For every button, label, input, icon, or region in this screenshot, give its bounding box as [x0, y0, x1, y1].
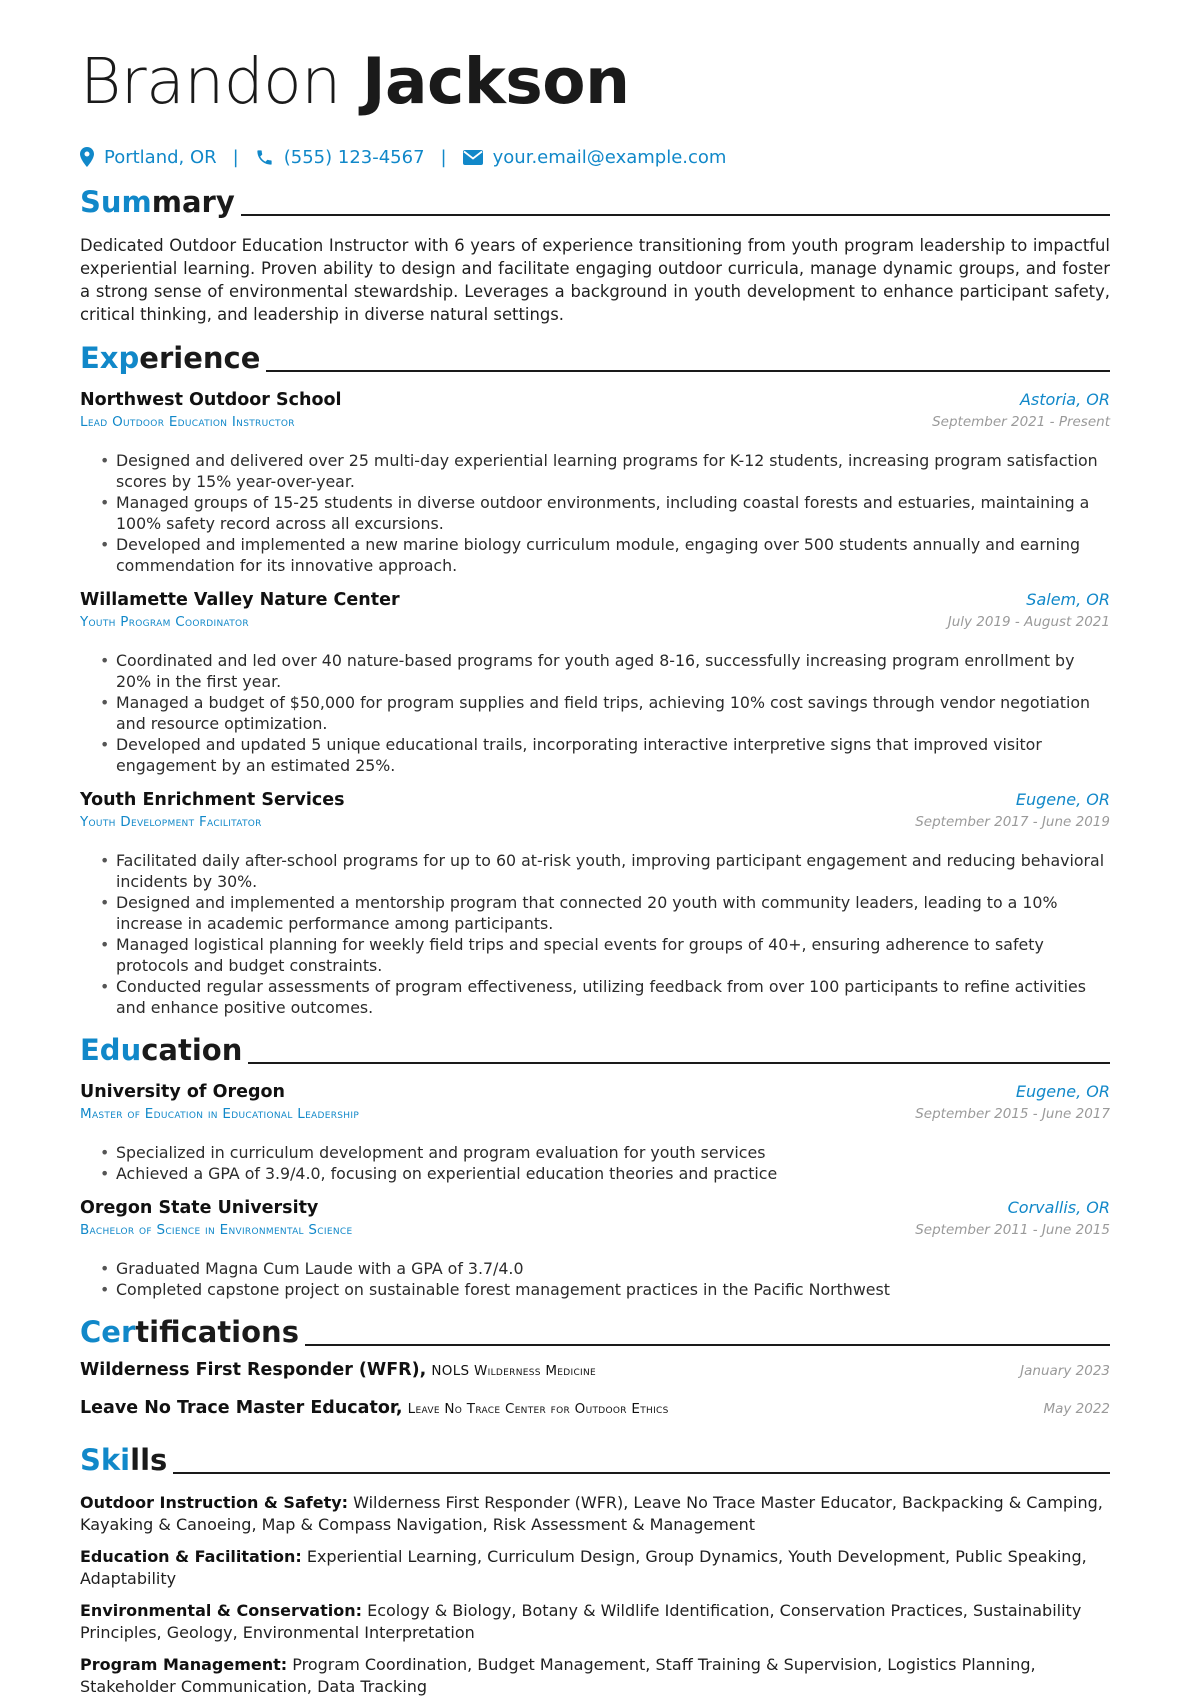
certifications-heading — [80, 1310, 1110, 1350]
skill-group — [80, 1492, 1110, 1536]
entry-dates: September 2015 - June 2017 — [915, 1106, 1110, 1122]
skill-values: Experiential Learning, Curriculum Design, Group Dynamics, Youth Development, Public Speaking, Adaptability — [80, 1547, 1087, 1588]
list-item: • Conducted regular assessments of program effectiveness, utilizing feedback from over 100 participants to refine activities and enhance positive outcomes. — [100, 976, 1110, 1018]
skills-heading — [80, 1438, 1110, 1478]
entry-location: Corvallis, OR — [1007, 1198, 1110, 1217]
last-name: Jackson — [362, 45, 630, 118]
list-item: • Achieved a GPA of 3.9/4.0, focusing on experiential education theories and practice — [100, 1163, 1110, 1184]
entry-dates: July 2019 - August 2021 — [947, 614, 1110, 630]
section-title-accent: Sum — [80, 185, 152, 219]
employer-name: Northwest Outdoor School — [80, 390, 342, 410]
list-item: • Developed and updated 5 unique educational trails, incorporating interactive interpretive signs that improved visitor engagement by an estimated 25%. — [100, 734, 1110, 776]
certification-item — [80, 1360, 1110, 1394]
contact-email[interactable] — [463, 147, 727, 168]
bullet-list — [80, 450, 1110, 576]
section-title-rest: erience — [139, 341, 261, 375]
education-entry — [80, 1082, 1110, 1184]
bullet-list — [80, 1142, 1110, 1184]
email-link: your.email@example.com — [492, 146, 727, 168]
contact-location — [80, 147, 217, 168]
section-rule — [248, 1062, 1110, 1064]
school-name: University of Oregon — [80, 1082, 285, 1102]
phone-icon — [255, 148, 274, 167]
envelope-icon — [463, 150, 483, 165]
list-item: • Graduated Magna Cum Laude with a GPA of 3.7/4.0 — [100, 1258, 1110, 1279]
entry-location: Astoria, OR — [1019, 390, 1110, 409]
experience-heading — [80, 336, 1110, 376]
skill-label: Outdoor Instruction & Safety: — [80, 1493, 349, 1512]
school-name: Oregon State University — [80, 1198, 319, 1218]
contact-separator: | — [440, 146, 447, 168]
employer-name: Willamette Valley Nature Center — [80, 590, 400, 610]
entry-location: Salem, OR — [1026, 590, 1110, 609]
certification-name: Wilderness First Responder (WFR) — [80, 1360, 420, 1380]
summary-text: Dedicated Outdoor Education Instructor with 6 years of experience transitioning from youth program leadership to impactful experiential learning. Proven ability to design and facilitate engaging outdoor curricula, manage dynamic groups, and foster a strong sense of environmental stewardship. Leverages a background in youth development to enhance participant safety, critical thinking, and leadership in diverse natural settings. — [80, 236, 1110, 324]
skill-group — [80, 1600, 1110, 1644]
comma: , — [419, 1360, 427, 1380]
entry-location: Eugene, OR — [1015, 1082, 1110, 1101]
list-item: • Specialized in curriculum development and program evaluation for youth services — [100, 1142, 1110, 1163]
entry-dates: September 2021 - Present — [932, 414, 1110, 430]
job-title: Youth Development Facilitator — [80, 814, 262, 830]
section-title-accent: Cer — [80, 1315, 136, 1349]
skill-label: Education & Facilitation: — [80, 1547, 302, 1566]
summary-heading — [80, 180, 1110, 220]
phone-text: (555) 123-4567 — [283, 146, 425, 168]
degree: Bachelor of Science in Environmental Science — [80, 1222, 353, 1238]
certification-date: May 2022 — [1043, 1401, 1110, 1417]
skill-label: Environmental & Conservation: — [80, 1601, 362, 1620]
comma: , — [395, 1398, 403, 1418]
location-pin-icon — [80, 147, 94, 167]
skill-values: Program Coordination, Budget Management, Staff Training & Supervision, Logistics Planning, Stakeholder Communication, Data Tracking — [80, 1655, 1036, 1696]
bullet-list — [80, 850, 1110, 1018]
list-item: • Designed and delivered over 25 multi-day experiential learning programs for K-12 students, increasing program satisfaction scores by 15% year-over-year. — [100, 450, 1110, 492]
certification-issuer: Leave No Trace Center for Outdoor Ethics — [407, 1401, 669, 1417]
section-title-rest: mary — [151, 185, 235, 219]
education-entry — [80, 1198, 1110, 1300]
job-title: Youth Program Coordinator — [80, 614, 249, 630]
list-item: • Facilitated daily after-school programs for up to 60 at-risk youth, improving participant engagement and reducing behavioral incidents by 30%. — [100, 850, 1110, 892]
section-title-rest: tifications — [135, 1315, 299, 1349]
certification-date: January 2023 — [1020, 1363, 1110, 1379]
bullet-list — [80, 1258, 1110, 1300]
list-item: • Developed and implemented a new marine biology curriculum module, engaging over 500 students annually and earning commendation for its innovative approach. — [100, 534, 1110, 576]
list-item: • Coordinated and led over 40 nature-based programs for youth aged 8-16, successfully increasing program enrollment by 20% in the first year. — [100, 650, 1110, 692]
skill-values: Wilderness First Responder (WFR), Leave No Trace Master Educator, Backpacking & Camping, Kayaking & Canoeing, Map & Compass Navigation, Risk Assessment & Management — [80, 1493, 1103, 1534]
job-title: Lead Outdoor Education Instructor — [80, 414, 295, 430]
list-item: • Completed capstone project on sustainable forest management practices in the Pacific Northwest — [100, 1279, 1110, 1300]
section-title-accent: Exp — [80, 341, 140, 375]
experience-entry — [80, 390, 1110, 576]
first-name: Brandon — [80, 45, 341, 118]
contact-phone[interactable] — [255, 147, 425, 168]
section-rule — [266, 370, 1110, 372]
list-item: • Designed and implemented a mentorship program that connected 20 youth with community leaders, leading to a 10% increase in academic performance among participants. — [100, 892, 1110, 934]
certification-name: Leave No Trace Master Educator — [80, 1398, 396, 1418]
entry-location: Eugene, OR — [1015, 790, 1110, 809]
section-rule — [173, 1472, 1110, 1474]
list-item: • Managed groups of 15-25 students in diverse outdoor environments, including coastal forests and estuaries, maintaining a 100% safety record across all excursions. — [100, 492, 1110, 534]
skill-values: Ecology & Biology, Botany & Wildlife Identification, Conservation Practices, Sustainability Principles, Geology, Environmental Interpretation — [80, 1601, 1082, 1642]
candidate-name — [80, 40, 1110, 124]
skill-label: Program Management: — [80, 1655, 288, 1674]
location-text: Portland, OR — [104, 146, 217, 168]
employer-name: Youth Enrichment Services — [80, 790, 345, 810]
entry-dates: September 2017 - June 2019 — [915, 814, 1110, 830]
certification-issuer: NOLS Wilderness Medicine — [431, 1363, 597, 1379]
experience-entry — [80, 790, 1110, 1018]
certification-item — [80, 1398, 1110, 1432]
experience-entry — [80, 590, 1110, 776]
section-title-rest: cation — [141, 1033, 243, 1067]
contact-separator: | — [232, 146, 239, 168]
section-title-accent: Edu — [80, 1033, 142, 1067]
entry-dates: September 2011 - June 2015 — [915, 1222, 1110, 1238]
education-heading — [80, 1028, 1110, 1068]
section-rule — [305, 1344, 1110, 1346]
list-item: • Managed logistical planning for weekly field trips and special events for groups of 40+, ensuring adherence to safety protocols and budget constraints. — [100, 934, 1110, 976]
degree: Master of Education in Educational Leadership — [80, 1106, 360, 1122]
bullet-list — [80, 650, 1110, 776]
skill-group — [80, 1654, 1110, 1698]
section-title-rest: lls — [130, 1443, 168, 1477]
contact-line — [80, 142, 1110, 172]
section-title-accent: Ski — [80, 1443, 131, 1477]
skill-group — [80, 1546, 1110, 1590]
list-item: • Managed a budget of $50,000 for program supplies and field trips, achieving 10% cost savings through vendor negotiation and resource optimization. — [100, 692, 1110, 734]
section-rule — [241, 214, 1110, 216]
